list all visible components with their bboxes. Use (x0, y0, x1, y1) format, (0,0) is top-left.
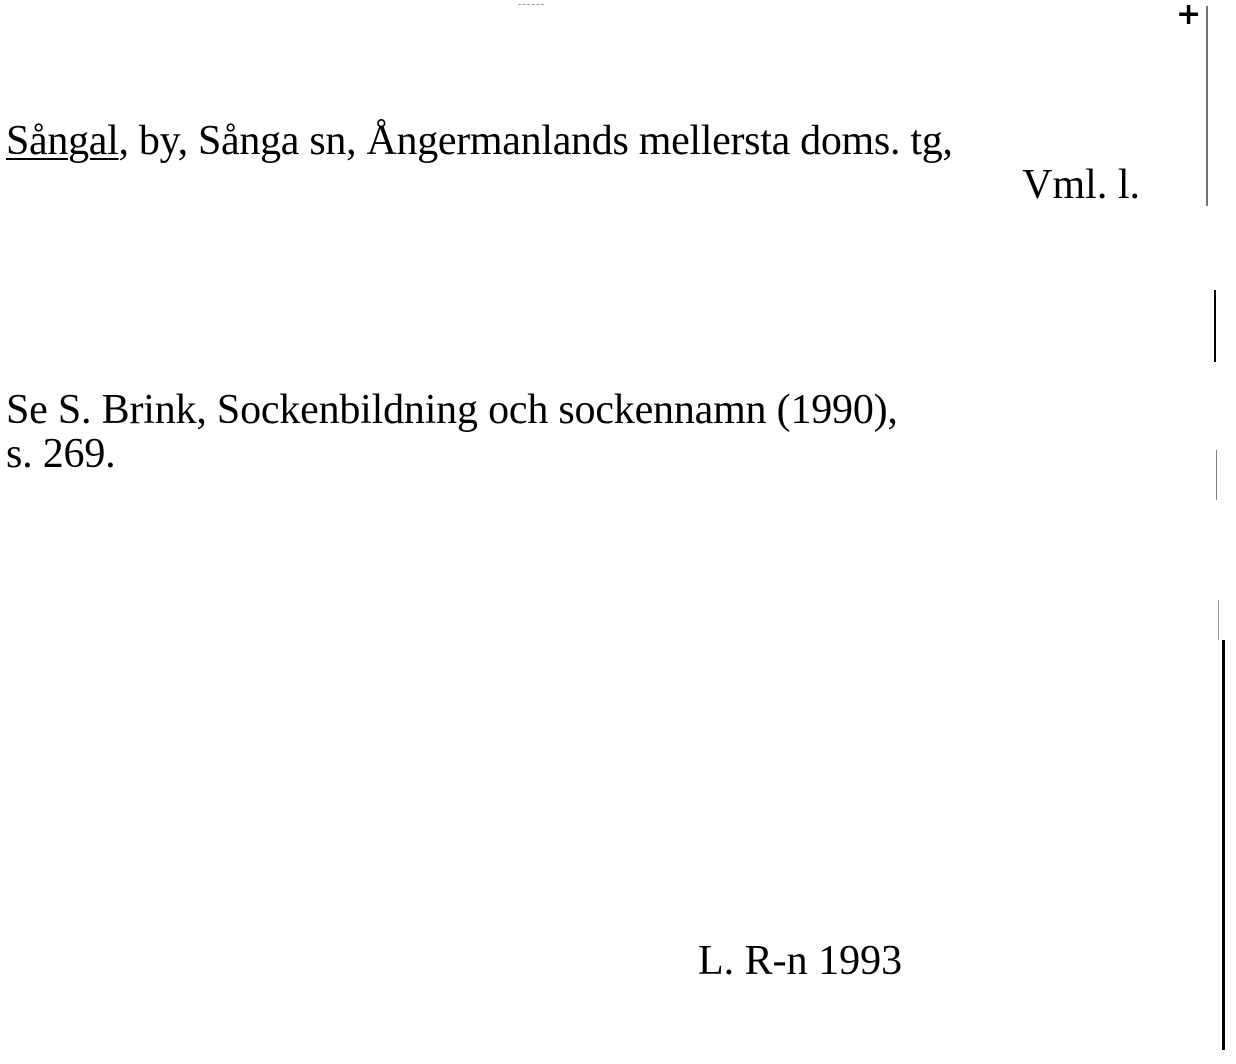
reference-line-1: Se S. Brink, Sockenbildning och sockennamn (1990), (6, 387, 898, 433)
card-edge-dots (1216, 450, 1217, 500)
scan-artifact-top (518, 4, 544, 5)
card-edge-lower-thin (1218, 600, 1219, 640)
reference-block (6, 388, 898, 476)
corner-plus-mark: + (1176, 0, 1202, 32)
card-edge-upper (1206, 6, 1208, 206)
heading-description: , by, Sånga sn, Ångermanlands mellersta doms. tg, (118, 118, 953, 164)
card-edge-middle (1214, 290, 1216, 362)
card-edge-lower (1222, 640, 1225, 1050)
entry-heading (6, 118, 953, 164)
author-signature: L. R-n 1993 (698, 938, 903, 984)
headword: Sångal (6, 118, 119, 164)
county-abbreviation: Vml. l. (1022, 162, 1140, 208)
reference-line-2: s. 269. (6, 431, 116, 477)
